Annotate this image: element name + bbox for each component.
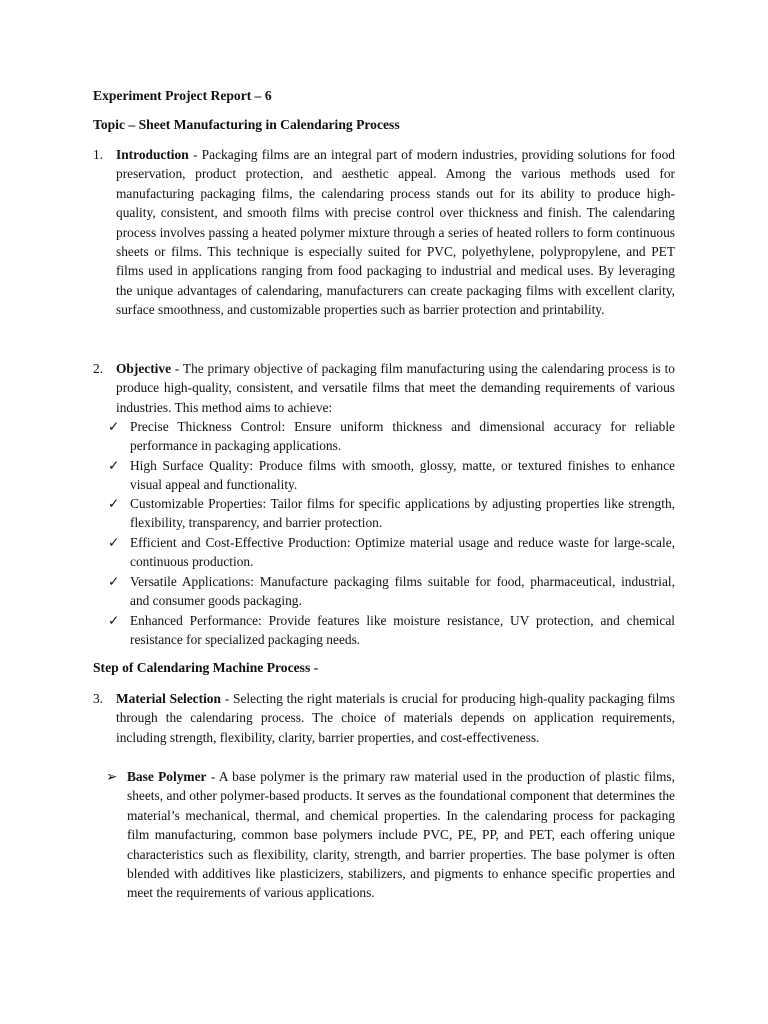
arrow-bullet-icon: ➢ (106, 769, 118, 784)
introduction-label: Introduction (116, 147, 189, 162)
list-number: 2. (93, 361, 104, 376)
objective-item: Customizable Properties: Tailor films for specific applications by adjusting properties like strength, flexibility, transparency, and barrier protection. (130, 496, 675, 531)
steps-heading: Step of Calendaring Machine Process - (93, 660, 319, 675)
list-number: 1. (93, 147, 104, 162)
base-polymer-text: - A base polymer is the primary raw material used in the production of plastic films, sheets, and other polymer-based products. It serves as the foundational component that determines the material’s mechanical, thermal, and chemical properties. In the calendaring process for packaging film manufacturing, common base polymers include PVC, PE, PP, and PET, each offering unique characteristics such as flexibility, clarity, strength, and barrier properties. The base polymer is often blended with additives like plasticizers, stabilizers, and pigments to enhance specific properties and meet the requirements of various applications. (127, 769, 675, 901)
report-title: Experiment Project Report – 6 (93, 88, 272, 103)
introduction-text: - Packaging films are an integral part of modern industries, providing solutions for food preservation, product protection, and aesthetic appeal. Among the various methods used for manufacturing packaging films, the calendaring process stands out for its ability to produce high-quality, consistent, and smooth films with precise control over thickness and finish. The calendaring process involves passing a heated polymer mixture through a series of heated rollers to form continuous sheets or films. This technique is especially suited for PVC, polyethylene, polypropylene, and PET films used in applications ranging from food packaging to industrial and medical uses. By leveraging the unique advantages of calendaring, manufacturers can create packaging films with excellent clarity, surface smoothness, and customizable properties such as barrier protection and printability. (116, 147, 675, 318)
objective-item: Efficient and Cost-Effective Production: Optimize material usage and reduce waste for large-scale, continuous production. (130, 535, 675, 570)
base-polymer-paragraph (127, 767, 675, 903)
objective-item: Enhanced Performance: Provide features like moisture resistance, UV protection, and chemical resistance for specialized packaging needs. (130, 613, 675, 648)
objective-text: - The primary objective of packaging film manufacturing using the calendaring process is to produce high-quality, consistent, and versatile films that meet the demanding requirements of various industries. This method aims to achieve: (116, 361, 675, 415)
topic-heading: Topic – Sheet Manufacturing in Calendaring Process (93, 117, 400, 132)
introduction-paragraph (116, 145, 675, 320)
objective-item: High Surface Quality: Produce films with smooth, glossy, matte, or textured finishes to enhance visual appeal and functionality. (130, 458, 675, 493)
objective-item: Precise Thickness Control: Ensure uniform thickness and dimensional accuracy for reliable performance in packaging applications. (130, 419, 675, 454)
material-selection-label: Material Selection (116, 691, 221, 706)
check-icon: ✓ (108, 458, 120, 473)
material-selection-paragraph (116, 689, 675, 747)
objective-item: Versatile Applications: Manufacture packaging films suitable for food, pharmaceutical, industrial, and consumer goods packaging. (130, 574, 675, 609)
check-icon: ✓ (108, 574, 120, 589)
check-icon: ✓ (108, 419, 120, 434)
base-polymer-label: Base Polymer (127, 769, 207, 784)
objective-label: Objective (116, 361, 172, 376)
check-icon: ✓ (108, 613, 120, 628)
check-icon: ✓ (108, 496, 120, 511)
objective-paragraph (116, 359, 675, 417)
list-number: 3. (93, 691, 104, 706)
material-selection-text: - Selecting the right materials is crucial for producing high-quality packaging films through the calendaring process. The choice of materials depends on application requirements, including strength, flexibility, clarity, barrier properties, and cost-effectiveness. (116, 691, 675, 745)
check-icon: ✓ (108, 535, 120, 550)
